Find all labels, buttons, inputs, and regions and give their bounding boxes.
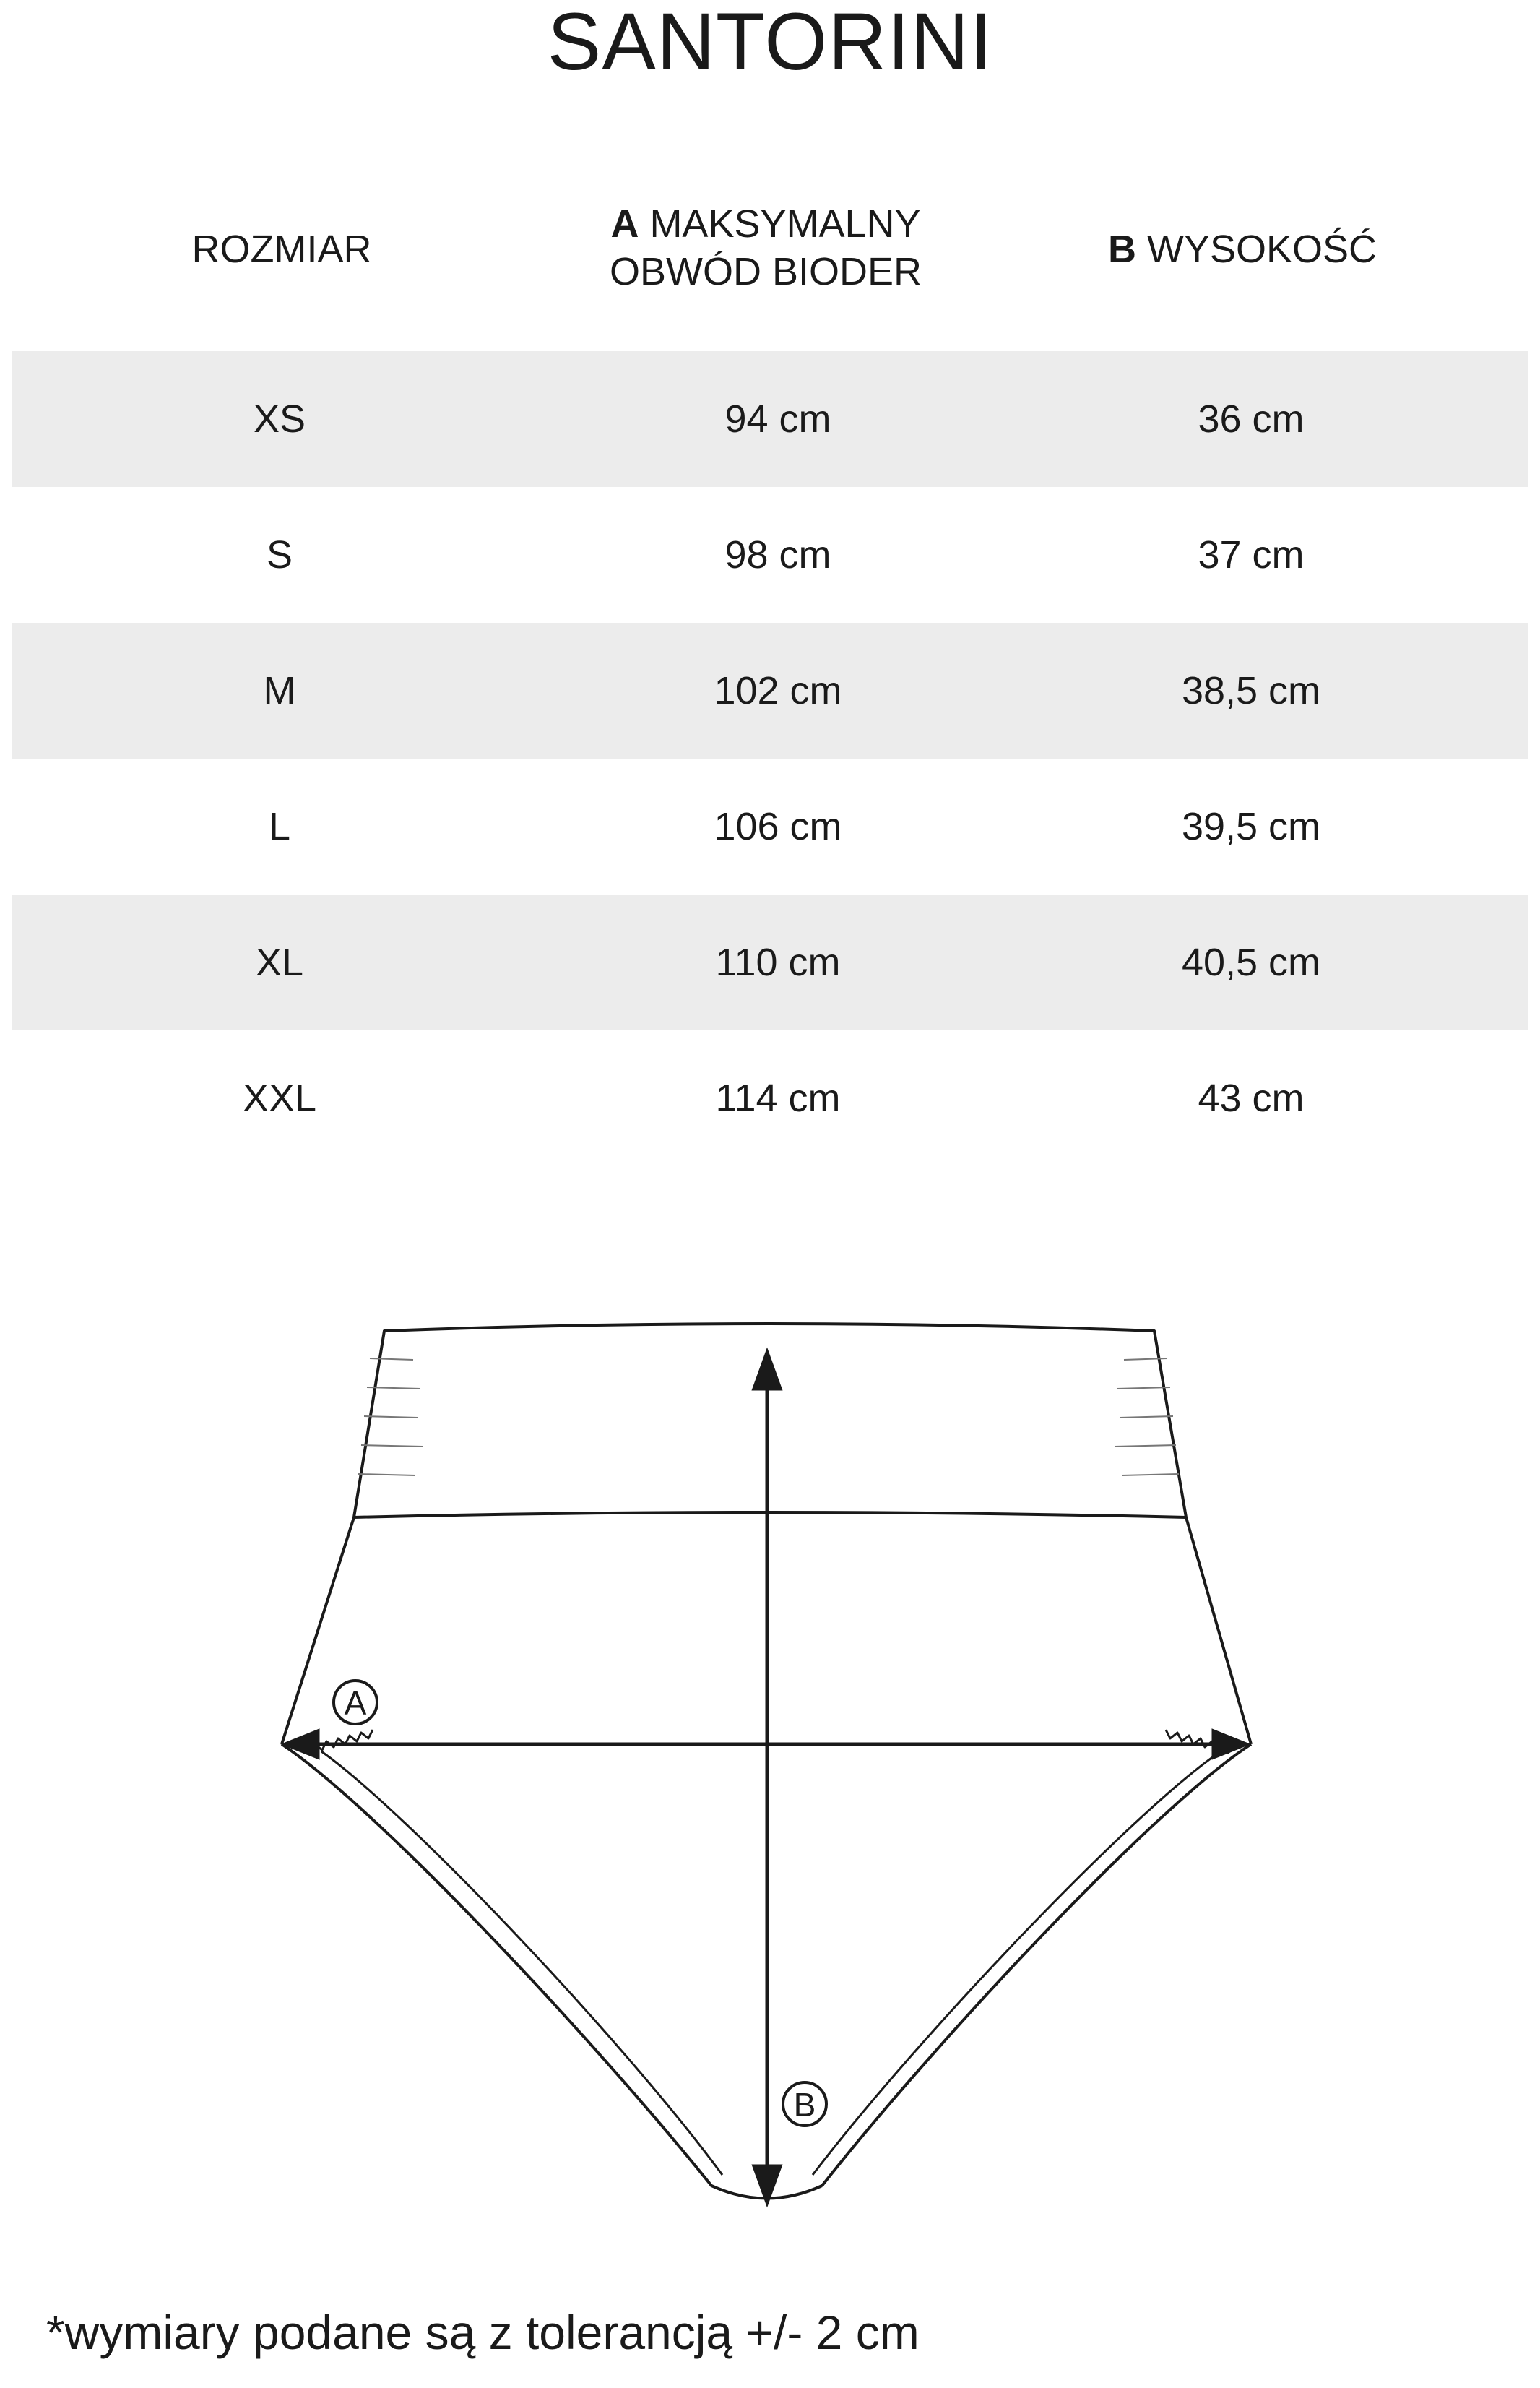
header-hip-letter: A xyxy=(610,202,639,246)
header-height xyxy=(1040,225,1445,273)
header-hip-text1: MAKSYMALNY xyxy=(649,202,921,246)
arrowhead-a-left xyxy=(285,1731,318,1757)
table-row xyxy=(12,759,1528,895)
cell-height: 37 cm xyxy=(1198,533,1305,577)
header-hip-circumference xyxy=(549,200,982,296)
cell-size: S xyxy=(266,533,293,577)
arrowhead-a-right xyxy=(1214,1731,1246,1757)
table-row xyxy=(12,487,1528,623)
cell-height: 43 cm xyxy=(1198,1077,1305,1120)
cell-hip: 110 cm xyxy=(715,941,841,984)
header-height-letter: B xyxy=(1107,228,1136,271)
cell-hip: 94 cm xyxy=(724,397,831,441)
table-row xyxy=(12,351,1528,487)
cell-size: XXL xyxy=(242,1077,317,1120)
table-row xyxy=(12,895,1528,1030)
leg-opening-left-outer xyxy=(282,1744,822,2199)
cell-height: 39,5 cm xyxy=(1181,805,1321,848)
label-a: A xyxy=(344,1684,367,1722)
leg-opening-right-outer xyxy=(822,1744,1251,2186)
cell-hip: 106 cm xyxy=(714,805,842,848)
cell-size: XL xyxy=(255,941,304,984)
cell-size: L xyxy=(268,805,291,848)
arrowhead-b-top xyxy=(754,1353,780,1389)
table-row xyxy=(12,1030,1528,1166)
cell-height: 36 cm xyxy=(1198,397,1305,441)
leg-opening-left-inner xyxy=(321,1751,722,2175)
cell-hip: 114 cm xyxy=(715,1077,841,1120)
label-a-marker xyxy=(334,1681,377,1724)
cell-hip: 102 cm xyxy=(714,669,842,712)
tolerance-footnote: *wymiary podane są z tolerancją +/- 2 cm xyxy=(46,2306,920,2359)
header-height-label: WYSOKOŚĆ xyxy=(1146,228,1377,271)
header-size xyxy=(123,225,441,273)
cell-hip: 98 cm xyxy=(724,533,831,577)
cell-height: 40,5 cm xyxy=(1181,941,1321,984)
page-title: SANTORINI xyxy=(547,0,993,87)
header-hip-text2: OBWÓD BIODER xyxy=(609,250,922,293)
cell-height: 38,5 cm xyxy=(1181,669,1321,712)
header-hip-line1 xyxy=(549,200,982,248)
header-size-label: ROZMIAR xyxy=(191,228,372,271)
cell-size: XS xyxy=(253,397,306,441)
waistband-outline xyxy=(354,1324,1186,1517)
table-row xyxy=(12,623,1528,759)
cell-size: M xyxy=(263,669,296,712)
label-b-marker xyxy=(783,2082,826,2126)
garment-diagram xyxy=(274,1315,1266,2225)
label-b: B xyxy=(793,2086,816,2124)
